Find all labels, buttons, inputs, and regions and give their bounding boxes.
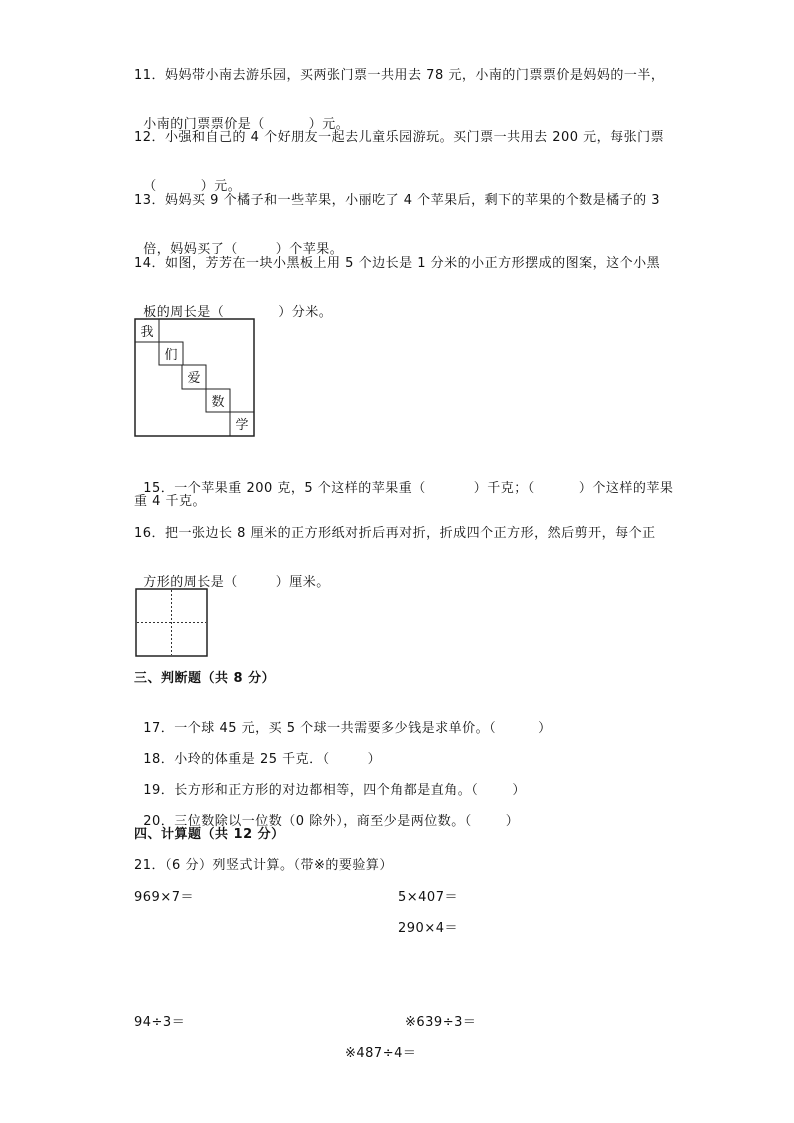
q14-line1: 14．如图，芳芳在一块小黑板上用 5 个边长是 1 分米的小正方形摆成的图案，这个小黑 [134,256,661,271]
figure-char-5: 学 [235,418,249,433]
q13-text-b: ）个苹果。 [275,242,344,257]
calc-5x407: 5×407＝ [398,890,458,905]
q15-line1 [134,462,673,498]
q16-line1: 16．把一张边长 8 厘米的正方形纸对折后再对折，折成四个正方形，然后剪开，每个正 [134,526,656,541]
q18-close: ） [367,752,382,767]
q15-text-a: 15．一个苹果重 200 克，5 个这样的苹果重（ [143,481,426,496]
q15-text-b: ）千克；（ [473,481,535,496]
figure-char-1: 我 [140,325,154,340]
q14-text-b: ）分米。 [278,305,333,320]
calc-487div4: ※487÷4＝ [345,1046,417,1061]
q13-line1: 13．妈妈买 9 个橘子和一些苹果，小丽吃了 4 个苹果后，剩下的苹果的个数是橘子的 3 [134,193,661,208]
q12-line1: 12．小强和自己的 4 个好朋友一起去儿童乐园游玩。买门票一共用去 200 元，每张门票 [134,130,665,145]
calc-639div3: ※639÷3＝ [405,1015,477,1030]
q11-text-a: 小南的门票票价是（ [143,117,265,132]
q13-line2 [134,223,343,259]
calc-290x4: 290×4＝ [398,921,458,936]
q14-text-a: 板的周长是（ [143,305,225,320]
calc-94div3: 94÷3＝ [134,1015,186,1030]
q15-text-c: ）个这样的苹果 [578,481,674,496]
calc-969x7: 969×7＝ [134,890,194,905]
q18-text: 18．小玲的体重是 25 千克．（ [143,752,330,767]
q12-text-a: （ [143,179,157,194]
q16-text-b: ）厘米。 [275,575,330,590]
section-3-title: 三、判断题（共 8 分） [134,671,276,686]
q13-text-a: 倍，妈妈买了（ [143,242,238,257]
q16-text-a: 方形的周长是（ [143,575,238,590]
q15-line2: 重 4 千克。 [134,494,207,509]
blackboard-figure [134,318,256,438]
section-4-title: 四、计算题（共 12 分） [134,827,285,842]
figure-char-4: 数 [211,395,225,410]
q17-close: ） [538,721,552,736]
figure-char-3: 爱 [187,371,201,386]
q14-line2 [134,286,332,322]
q19-close: ） [512,783,526,798]
q19-text: 19．长方形和正方形的对边都相等，四个角都是直角。（ [143,783,479,798]
q21-stem: 21．（6 分）列竖式计算。（带※的要验算） [134,858,393,873]
q17-text: 17．一个球 45 元，买 5 个球一共需要多少钱是求单价。（ [143,721,497,736]
folded-square-figure [135,588,209,658]
q12-line2 [134,160,241,196]
q11-line1: 11．妈妈带小南去游乐园，买两张门票一共用去 78 元，小南的门票票价是妈妈的一半， [134,68,665,83]
figure-char-2: 们 [164,348,178,363]
q12-text-b: ）元。 [200,179,242,194]
q20-close: ） [505,814,520,829]
q20-text: 20．三位数除以一位数（0 除外），商至少是两位数。（ [143,814,472,829]
q11-text-b: ）元。 [308,117,350,132]
q16-line2 [134,556,330,592]
